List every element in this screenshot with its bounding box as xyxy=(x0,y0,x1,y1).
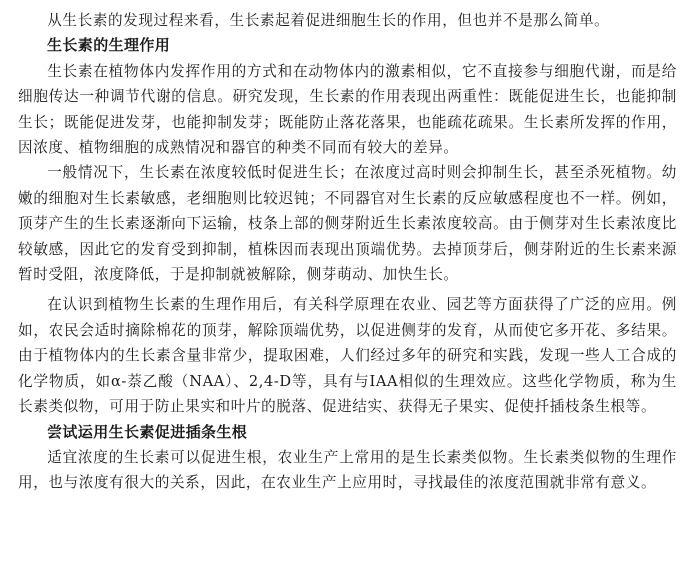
section-heading-rooting-trial: 尝试运用生长素促进插条生根 xyxy=(47,422,248,441)
intro-paragraph: 从生长素的发现过程来看，生长素起着促进细胞生长的作用，但也并不是那么简单。 xyxy=(47,12,610,29)
paragraph-rooting: 适宜浓度的生长素可以促进生根，农业生产上常用的是生长素类似物。生长素类似物的生理作用，也与浓度有很大的关系，因此，在农业生产上应用时，寻找最佳的浓度范围就非常有意义。 xyxy=(18,448,677,492)
paragraph-concentration-effects: 一般情况下，生长素在浓度较低时促进生长；在浓度过高时则会抑制生长，甚至杀死植物。幼嫩的细胞对生长素敏感，老细胞则比较迟钝；不同器官对生长素的反应敏感程度也不一样。例如，顶芽产生的生长素逐渐向下运输，枝条上部的侧芽附近生长素浓度较高。由于侧芽对生长素浓度比较敏感，因此它的发育受到抑制，植株因而表现出顶端优势。去掉顶芽后，侧芽附近的生长素来源暂时受阻，浓度降低，于是抑制就被解除，侧芽萌动、加快生长。 xyxy=(18,164,677,284)
paragraph-mode-of-action: 生长素在植物体内发挥作用的方式和在动物体内的激素相似，它不直接参与细胞代谢，而是给细胞传达一种调节代谢的信息。研究发现，生长素的作用表现出两重性：既能促进生长，也能抑制生长；既能促进发芽，也能抑制发芽；既能防止落花落果，也能疏花疏果。生长素所发挥的作用，因浓度、植物细胞的成熟情况和器官的种类不同而有较大的差异。 xyxy=(18,62,677,157)
paragraph-agricultural-applications: 在认识到植物生长素的生理作用后，有关科学原理在农业、园艺等方面获得了广泛的应用。例如，农民会适时摘除棉花的顶芽，解除顶端优势，以促进侧芽的发育，从而使它多开花、多结果。由于植物体内的生长素含量非常少，提取困难，人们经过多年的研究和实践，发现一些人工合成的化学物质，如α-萘乙酸（NAA）、2,4-D等，具有与IAA相似的生理效应。这些化学物质，称为生长素类似物，可用于防止果实和叶片的脱落、促进结实、获得无子果实、促使扦插枝条生根等。 xyxy=(18,296,677,416)
section-heading-physiological-role: 生长素的生理作用 xyxy=(47,36,171,55)
